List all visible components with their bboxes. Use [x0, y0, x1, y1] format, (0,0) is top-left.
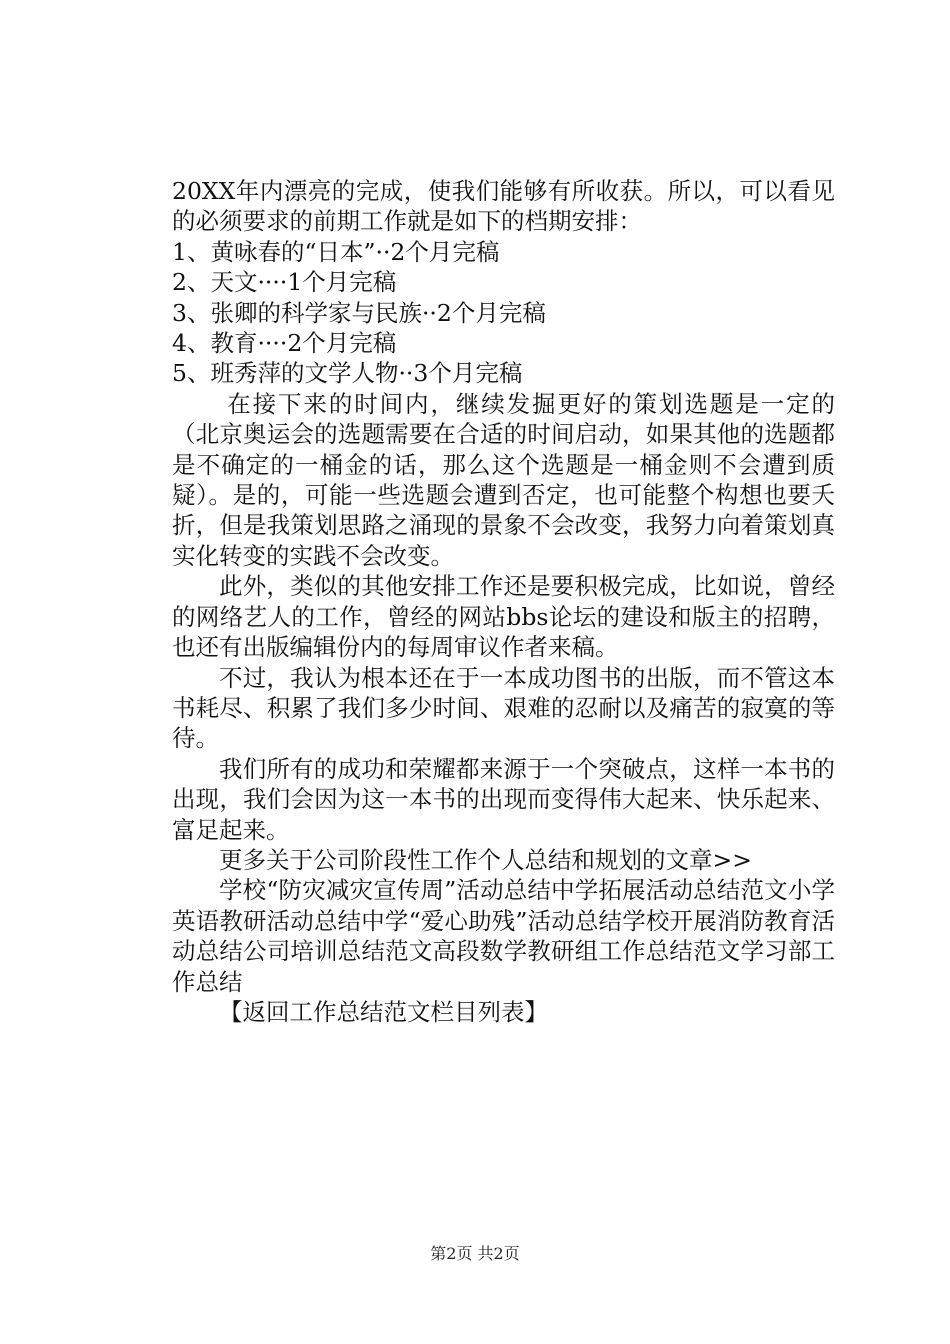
page-number-footer: 第2页 共2页 [430, 1244, 520, 1263]
body-paragraph: 不过，我认为根本还在于一本成功图书的出版，而不管这本书耗尽、积累了我们多少时间、艰难的忍耐以及痛苦的寂寞的等待。 [172, 663, 835, 753]
schedule-item: 1、黄咏春的“日本”··2个月完稿 [172, 237, 500, 266]
more-articles-link[interactable]: 更多关于公司阶段性工作个人总结和规划的文章>> [219, 845, 752, 874]
schedule-item: 4、教育····2个月完稿 [172, 329, 397, 358]
body-paragraph: 在接下来的时间内，继续发掘更好的策划选题是一定的（北京奥运会的选题需要在合适的时间启动，如果其他的选题都是不确定的一桶金的话，那么这个选题是一桶金则不会遭到质疑）。是的，可能一些选题会遭到否定，也可能整个构想也要夭折，但是我策划思路之涌现的景象不会改变，我努力向着策划真实化转变的实践不会改变。 [172, 389, 835, 570]
schedule-item: 3、张卿的科学家与民族··2个月完稿 [172, 298, 546, 327]
body-paragraph: 我们所有的成功和荣耀都来源于一个突破点，这样一本书的出现，我们会因为这一本书的出现而变得伟大起来、快乐起来、富足起来。 [172, 754, 835, 844]
schedule-item: 5、班秀萍的文学人物··3个月完稿 [172, 359, 523, 388]
body-paragraph: 此外，类似的其他安排工作还是要积极完成，比如说，曾经的网络艺人的工作，曾经的网站bbs论坛的建设和版主的招聘，也还有出版编辑份内的每周审议作者来稿。 [172, 572, 835, 662]
back-to-list-link[interactable]: 【返回工作总结范文栏目列表】 [219, 997, 548, 1026]
schedule-item: 2、天文····1个月完稿 [172, 268, 397, 297]
document-body [172, 176, 835, 1027]
intro-paragraph: 20XX年内漂亮的完成，使我们能够有所收获。所以，可以看见的必须要求的前期工作就是如下的档期安排： [172, 177, 835, 236]
related-articles-links[interactable]: 学校“防灾减灾宣传周”活动总结中学拓展活动总结范文小学英语教研活动总结中学“爱心助残”活动总结学校开展消防教育活动总结公司培训总结范文高段数学教研组工作总结范文学习部工作总结 [172, 876, 835, 996]
